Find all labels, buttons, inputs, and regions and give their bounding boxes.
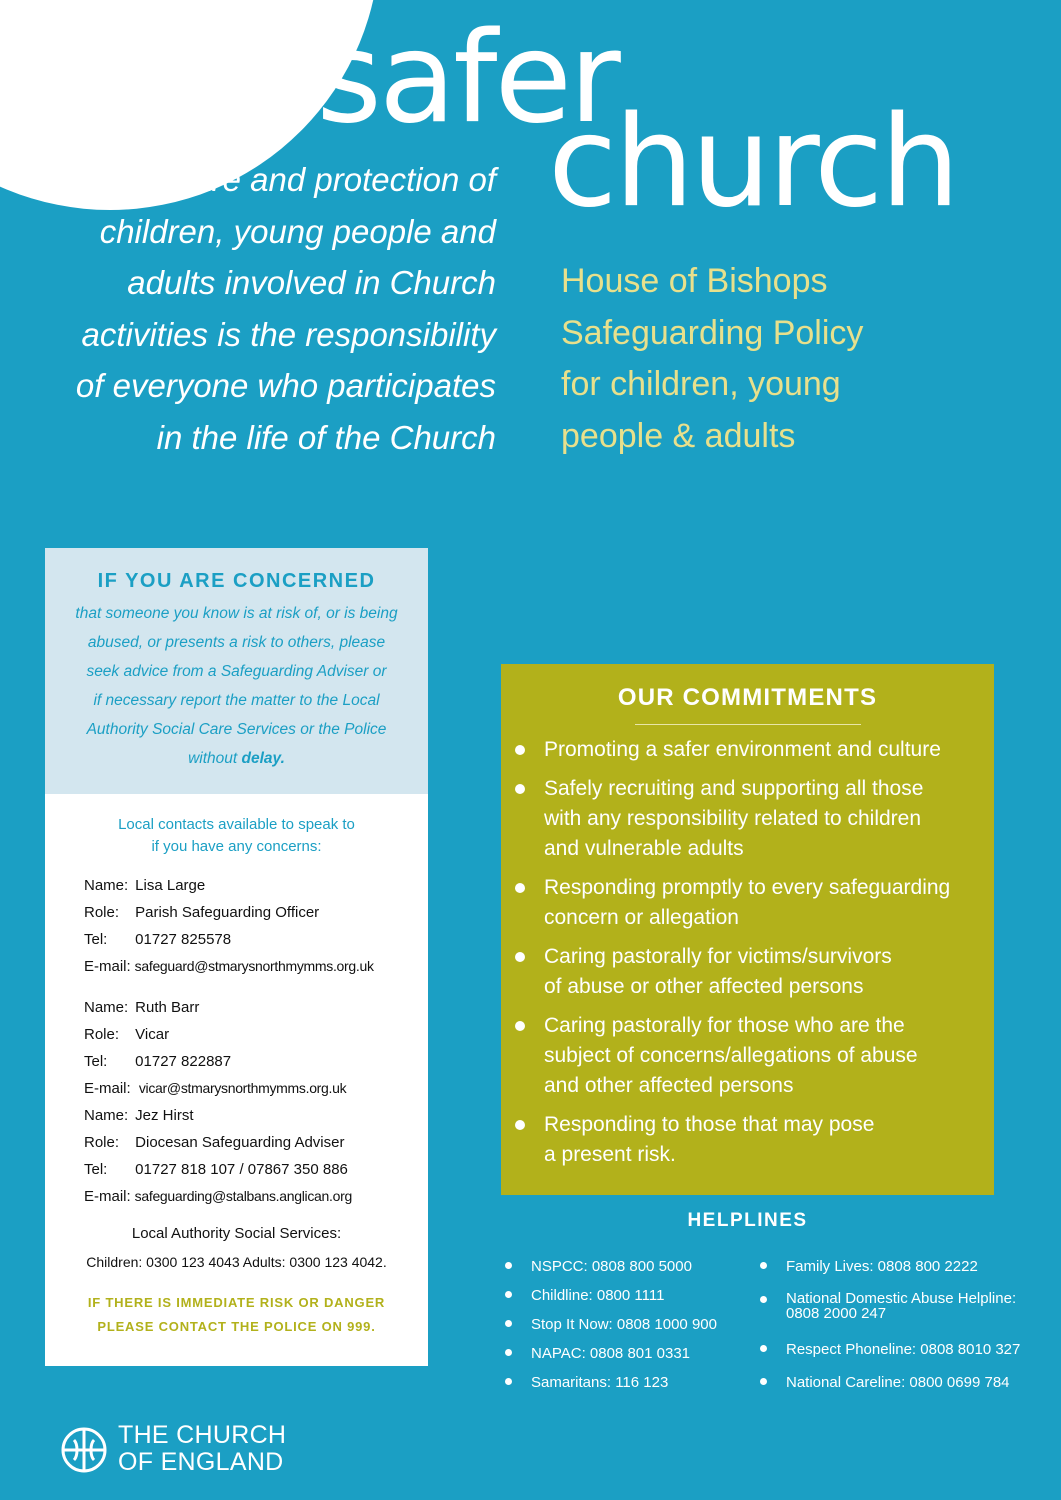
role-label: Role: <box>84 904 120 921</box>
bullet-icon <box>505 1262 512 1269</box>
commitments-title: OUR COMMITMENTS <box>617 684 878 711</box>
name-label: Name: <box>84 1107 129 1124</box>
bullet-icon <box>515 1120 525 1130</box>
local-authority-numbers: Children: 0300 123 4043 Adults: 0300 123 4042. <box>86 1254 387 1270</box>
helplines-right-list <box>786 1256 1020 1402</box>
commitment-line: concern or allegation <box>544 906 739 929</box>
contact-name: Ruth Barr <box>135 999 200 1016</box>
tel-label: Tel: <box>84 931 108 948</box>
email-label: E-mail: <box>84 1188 131 1205</box>
tel-label: Tel: <box>84 1161 108 1178</box>
subtitle-line: House of Bishops <box>561 262 828 300</box>
commitment-line: of abuse or other affected persons <box>544 975 864 998</box>
police-warning-line: IF THERE IS IMMEDIATE RISK OR DANGER <box>87 1295 386 1310</box>
intro-line: of everyone who participates <box>75 367 496 404</box>
local-authority-title: Local Authority Social Services: <box>131 1225 342 1242</box>
bullet-icon <box>505 1291 512 1298</box>
concern-delay: delay. <box>241 750 285 767</box>
concern-text <box>45 599 428 773</box>
intro-statement <box>36 154 496 463</box>
contact-name: Jez Hirst <box>135 1107 194 1124</box>
police-warning <box>45 1291 428 1339</box>
concern-line: if necessary report the matter to the Local <box>93 692 380 709</box>
contact-tel[interactable]: 01727 825578 <box>135 931 232 948</box>
bullet-icon <box>760 1345 767 1352</box>
intro-line: adults involved in Church <box>127 264 496 301</box>
concern-last-prefix: without <box>188 750 242 767</box>
logo-text <box>118 1422 286 1476</box>
church-of-england-cross-icon <box>60 1424 108 1476</box>
bullet-icon <box>505 1378 512 1385</box>
commitment-line: Responding to those that may pose <box>544 1113 875 1136</box>
commitment-line: with any responsibility related to children <box>544 807 922 830</box>
concern-line: abused, or presents a risk to others, please <box>87 634 386 651</box>
commitment-line: subject of concerns/allegations of abuse <box>544 1044 918 1067</box>
helpline-item[interactable] <box>531 1314 717 1343</box>
helplines-title: HELPLINES <box>687 1210 808 1231</box>
commitment-item <box>544 1110 994 1170</box>
bullet-icon <box>515 1021 525 1031</box>
police-warning-line: PLEASE CONTACT THE POLICE ON 999. <box>97 1319 376 1334</box>
helpline-text: 0808 2000 247 <box>786 1305 887 1322</box>
helpline-item[interactable] <box>786 1286 1020 1339</box>
commitment-line: and other affected persons <box>544 1074 794 1097</box>
concern-line: seek advice from a Safeguarding Adviser or <box>86 663 387 680</box>
concern-panel <box>45 548 428 1366</box>
contact-role: Vicar <box>135 1026 170 1043</box>
helpline-text: National Careline: 0800 0699 784 <box>786 1374 1010 1391</box>
commitment-line: Caring pastorally for those who are the <box>544 1014 905 1037</box>
tel-label: Tel: <box>84 1053 108 1070</box>
contact-role: Diocesan Safeguarding Adviser <box>135 1134 345 1151</box>
commitment-item <box>544 735 994 765</box>
helpline-item[interactable] <box>786 1372 1020 1402</box>
contact-email[interactable]: safeguarding@stalbans.anglican.org <box>134 1188 352 1204</box>
bullet-icon <box>760 1378 767 1385</box>
commitment-line: Responding promptly to every safeguarding <box>544 876 951 899</box>
name-label: Name: <box>84 999 129 1016</box>
helpline-text: NSPCC: 0808 800 5000 <box>531 1258 692 1275</box>
subtitle-line: Safeguarding Policy <box>561 313 864 352</box>
logo-line: THE CHURCH <box>118 1421 287 1449</box>
subtitle-line: people & adults <box>561 416 796 455</box>
intro-line: children, young people and <box>99 212 496 250</box>
role-label: Role: <box>84 1026 120 1043</box>
helpline-text: National Domestic Abuse Helpline: <box>786 1290 1017 1307</box>
contact-tel[interactable]: 01727 822887 <box>135 1053 232 1070</box>
contacts-intro-line: if you have any concerns: <box>151 838 322 855</box>
bullet-icon <box>760 1296 767 1303</box>
helpline-text: Stop It Now: 0808 1000 900 <box>531 1316 717 1333</box>
commitment-line: Safely recruiting and supporting all those <box>544 777 924 800</box>
commitment-line: and vulnerable adults <box>544 837 744 860</box>
contact-name: Lisa Large <box>135 877 206 894</box>
helpline-text: Samaritans: 116 123 <box>531 1374 669 1391</box>
email-label: E-mail: <box>84 1080 131 1097</box>
bullet-icon <box>505 1320 512 1327</box>
contact-role: Parish Safeguarding Officer <box>135 904 320 921</box>
concern-title: IF YOU ARE CONCERNED <box>97 570 376 592</box>
name-label: Name: <box>84 877 129 894</box>
bullet-icon <box>515 883 525 893</box>
contact-card <box>45 1102 428 1210</box>
contact-card <box>45 994 428 1102</box>
commitment-line: a present risk. <box>544 1143 676 1166</box>
title-line-1: a safer <box>205 4 618 151</box>
concern-line: that someone you know is at risk of, or is being <box>75 605 398 622</box>
commitments-panel <box>501 664 994 1195</box>
role-label: Role: <box>84 1134 120 1151</box>
helpline-item[interactable] <box>531 1256 717 1285</box>
helpline-item[interactable] <box>531 1372 717 1401</box>
commitment-item <box>544 774 994 864</box>
contact-tel[interactable]: 01727 818 107 / 07867 350 886 <box>135 1161 348 1178</box>
concern-header <box>45 548 428 794</box>
intro-line: The care and protection of <box>110 161 496 198</box>
helpline-text: NAPAC: 0808 801 0331 <box>531 1345 691 1362</box>
contact-email[interactable]: vicar@stmarysnorthmymms.org.uk <box>138 1080 347 1096</box>
helpline-text: Childline: 0800 1111 <box>531 1287 665 1304</box>
commitment-item <box>544 873 994 933</box>
bullet-icon <box>515 952 525 962</box>
contacts-intro-line: Local contacts available to speak to <box>118 816 355 833</box>
helplines-left-list <box>531 1256 717 1401</box>
bullet-icon <box>515 745 525 755</box>
commitment-item <box>544 1011 994 1101</box>
contact-email[interactable]: safeguard@stmarysnorthmymms.org.uk <box>134 958 374 974</box>
email-label: E-mail: <box>84 958 131 975</box>
commitment-line: Caring pastorally for victims/survivors <box>544 945 892 968</box>
helpline-item[interactable] <box>531 1285 717 1314</box>
helpline-text: Respect Phoneline: 0808 8010 327 <box>786 1341 1021 1358</box>
contacts-intro <box>45 814 428 858</box>
policy-subtitle <box>561 256 1021 462</box>
commitments-list <box>501 735 994 1170</box>
intro-line: activities is the responsibility <box>81 315 496 353</box>
logo-line: OF ENGLAND <box>118 1448 284 1476</box>
subtitle-line: for children, young <box>561 365 841 403</box>
intro-line: in the life of the Church <box>156 418 496 456</box>
title-line-2: church <box>548 88 958 235</box>
helpline-text: Family Lives: 0808 800 2222 <box>786 1258 978 1275</box>
concern-line-last <box>45 744 428 773</box>
bullet-icon <box>515 784 525 794</box>
commitment-line: Promoting a safer environment and culture <box>544 738 941 761</box>
bullet-icon <box>760 1262 767 1269</box>
helpline-item[interactable] <box>786 1256 1020 1286</box>
commitment-item <box>544 942 994 1002</box>
helpline-item[interactable] <box>786 1339 1020 1372</box>
helpline-item[interactable] <box>531 1343 717 1372</box>
bullet-icon <box>505 1349 512 1356</box>
concern-line: Authority Social Care Services or the Police <box>86 721 387 738</box>
contact-card <box>45 872 428 980</box>
commitments-divider <box>635 724 861 725</box>
